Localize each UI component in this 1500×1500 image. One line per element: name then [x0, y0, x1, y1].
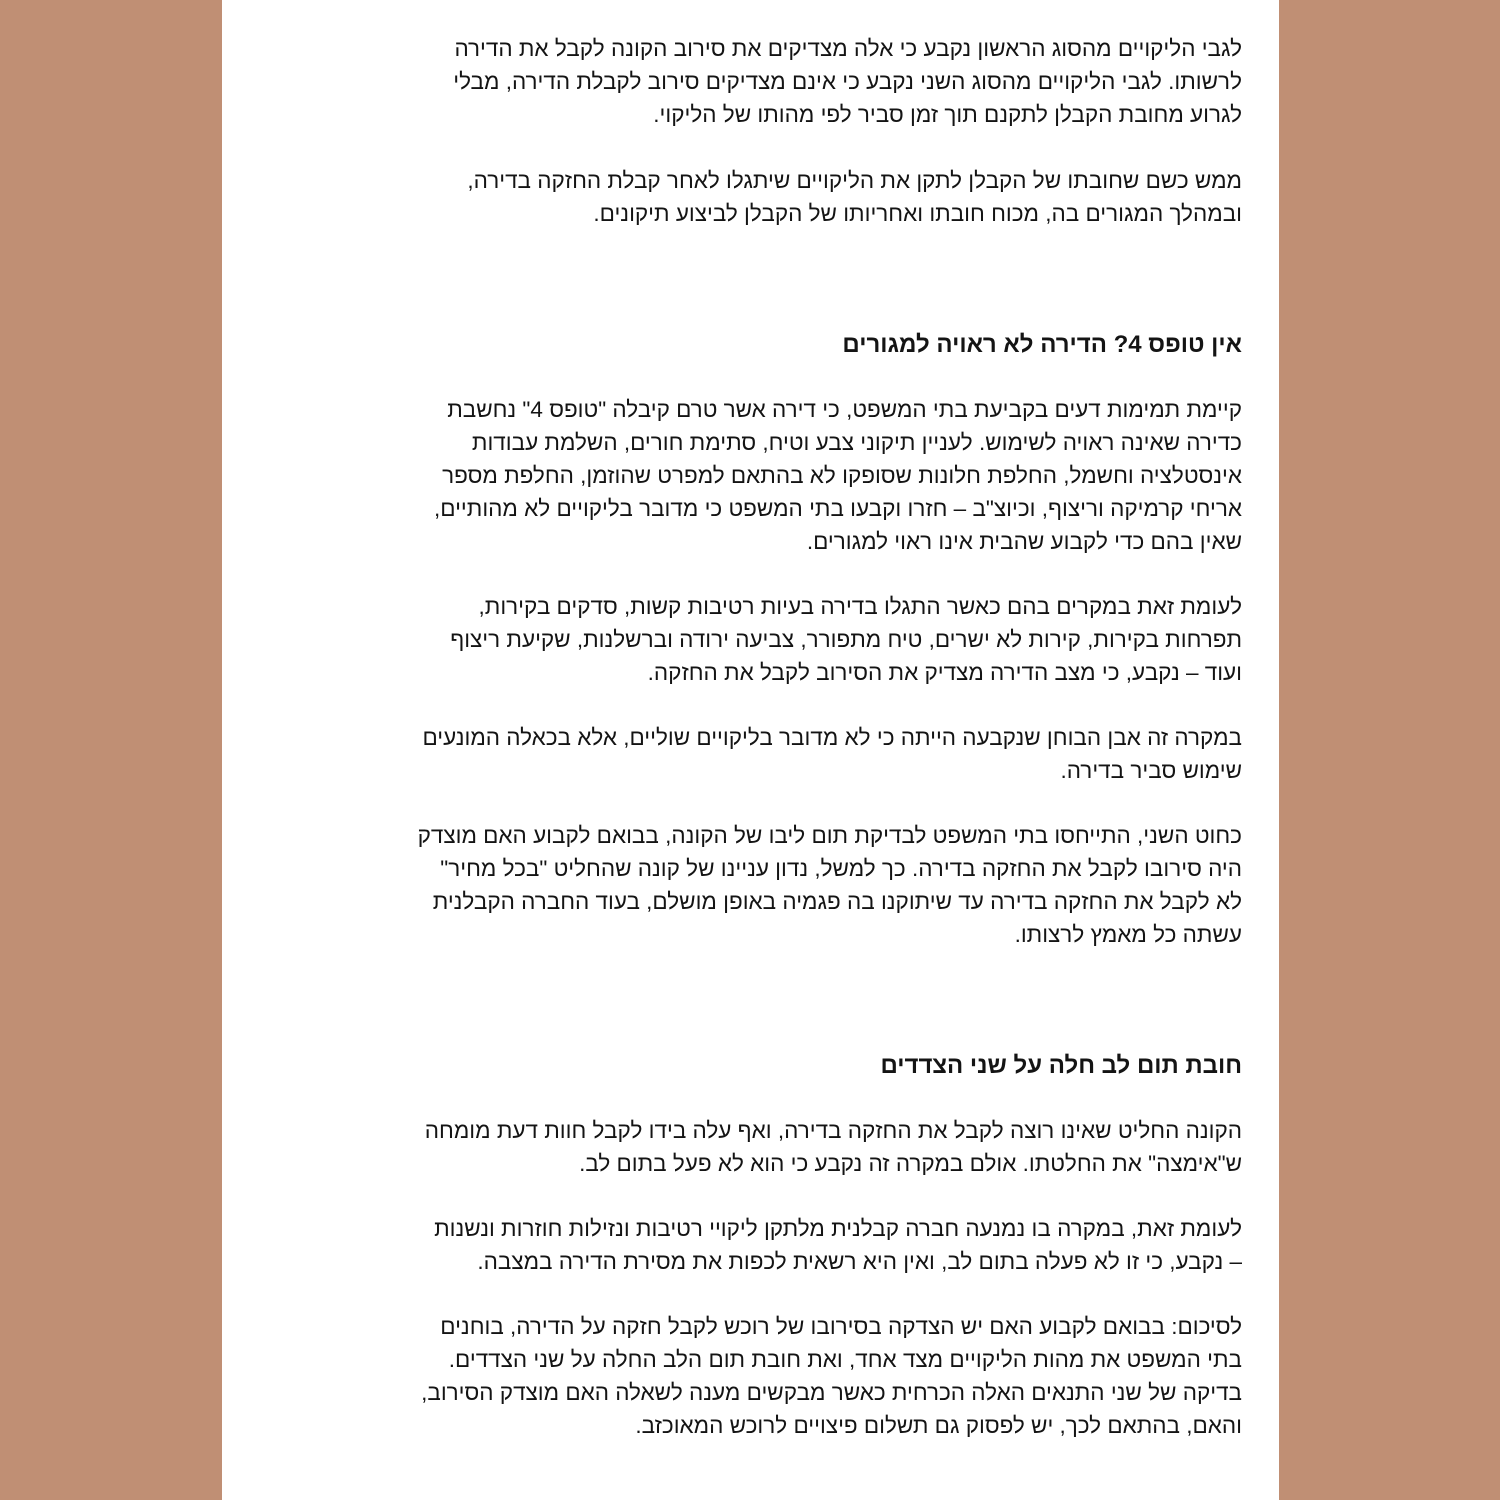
text-line: הקונה החליט שאינו רוצה לקבל את החזקה בדירה, ואף עלה בידו לקבל חוות דעת מומחה [424, 1118, 1242, 1143]
text-line: ממש כשם שחובתו של הקבלן לתקן את הליקויים שיתגלו לאחר קבלת החזקה בדירה, [467, 168, 1242, 193]
text-line: עשתה כל מאמץ לרצותו. [1014, 922, 1242, 947]
paragraph-8 [262, 1212, 1242, 1278]
text-line: לעומת זאת במקרים בהם כאשר התגלו בדירה בעיות רטיבות קשות, סדקים בקירות, [478, 594, 1242, 619]
paragraph-9-summary [262, 1310, 1242, 1442]
text-line: כדירה שאינה ראויה לשימוש. לעניין תיקוני צבע וטיח, סתימת חורים, השלמת עבודות [471, 430, 1242, 455]
section-heading-tofes-4: אין טופס 4? הדירה לא ראויה למגורים [842, 331, 1242, 358]
text-line: ועוד – נקבע, כי מצב הדירה מצדיק את הסירוב לקבל את החזקה. [647, 660, 1242, 685]
text-line: – נקבע, כי זו לא פעלה בתום לב, ואין היא רשאית לכפות את מסירת הדירה במצבה. [477, 1249, 1242, 1274]
text-line: ובמהלך המגורים בה, מכוח חובתו ואחריותו של הקבלן לביצוע תיקונים. [593, 201, 1242, 226]
text-line: תפרחות בקירות, קירות לא ישרים, טיח מתפורר, צביעה ירודה וברשלנות, שקיעת ריצוף [450, 627, 1242, 652]
text-line: אינסטלציה וחשמל, החלפת חלונות שסופקו לא בהתאם למפרט שהוזמן, החלפת מספר [442, 463, 1242, 488]
text-line: ש"אימצה" את החלטתו. אולם במקרה זה נקבע כי הוא לא פעל בתום לב. [579, 1151, 1242, 1176]
text-line: והאם, בהתאם לכך, יש לפסוק גם תשלום פיצויים לרוכש המאוכזב. [635, 1413, 1242, 1438]
paragraph-4 [262, 590, 1242, 689]
paragraph-1 [262, 32, 1242, 131]
text-line: כחוט השני, התייחסו בתי המשפט לבדיקת תום ליבו של הקונה, בבואם לקבוע האם מוצדק [417, 823, 1242, 848]
document-body [262, 32, 1242, 1442]
text-line: לגבי הליקויים מהסוג הראשון נקבע כי אלה מצדיקים את סירוב הקונה לקבל את הדירה [454, 36, 1242, 61]
text-line: במקרה זה אבן הבוחן שנקבעה הייתה כי לא מדובר בליקויים שוליים, אלא בכאלה המונעים [422, 725, 1242, 750]
text-line: שימוש סביר בדירה. [1060, 758, 1242, 783]
section-heading-good-faith: חובת תום לב חלה על שני הצדדים [880, 1052, 1242, 1079]
paragraph-5 [262, 721, 1242, 787]
text-line: בתי המשפט את מהות הליקויים מצד אחד, ואת חובת תום הלב החלה על שני הצדדים. [448, 1347, 1242, 1372]
text-line: היה סירובו לקבל את החזקה בדירה. כך למשל, נדון עניינו של קונה שהחליט "בכל מחיר" [440, 856, 1242, 881]
document-page [222, 0, 1279, 1500]
text-line: אריחי קרמיקה וריצוף, וכיוצ"ב – חזרו וקבעו בתי המשפט כי מדובר בליקויים לא מהותיים, [434, 496, 1242, 521]
paragraph-3 [262, 393, 1242, 558]
paragraph-7 [262, 1114, 1242, 1180]
paragraph-6 [262, 819, 1242, 951]
text-line: קיימת תמימות דעים בקביעת בתי המשפט, כי דירה אשר טרם קיבלה "טופס 4" נחשבת [447, 397, 1242, 422]
paragraph-2 [262, 164, 1242, 230]
text-line: בדיקה של שני התנאים האלה הכרחית כאשר מבקשים מענה לשאלה האם מוצדק הסירוב, [421, 1380, 1242, 1405]
text-line: לגרוע מחובת הקבלן לתקנם תוך זמן סביר לפי מהותו של הליקוי. [653, 102, 1242, 127]
text-line: לרשותו. לגבי הליקויים מהסוג השני נקבע כי אינם מצדיקים סירוב לקבלת הדירה, מבלי [453, 69, 1242, 94]
text-line: לסיכום: בבואם לקבוע האם יש הצדקה בסירובו של רוכש לקבל חזקה על הדירה, בוחנים [440, 1314, 1242, 1339]
text-line: לעומת זאת, במקרה בו נמנעה חברה קבלנית מלתקן ליקויי רטיבות ונזילות חוזרות ונשנות [434, 1216, 1242, 1241]
text-line: שאין בהם כדי לקבוע שהבית אינו ראוי למגורים. [806, 529, 1242, 554]
text-line: לא לקבל את החזקה בדירה עד שיתוקנו בה פגמיה באופן מושלם, בעוד החברה הקבלנית [432, 889, 1242, 914]
